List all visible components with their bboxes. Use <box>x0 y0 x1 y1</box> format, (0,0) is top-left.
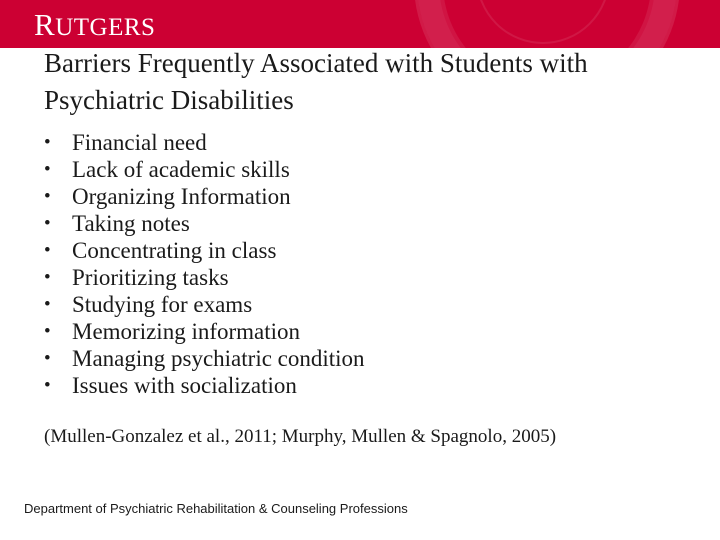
bullet-icon: • <box>44 294 51 315</box>
list-item-text: Organizing Information <box>72 184 291 209</box>
list-item-text: Memorizing information <box>72 319 301 344</box>
list-item-text: Prioritizing tasks <box>72 265 229 290</box>
bullet-icon: • <box>44 267 51 288</box>
bullet-icon: • <box>44 240 51 261</box>
logo-rest: UTGERS <box>55 14 156 41</box>
logo-first-letter: R <box>34 7 56 42</box>
bullet-icon: • <box>44 159 51 180</box>
list-item <box>44 210 365 237</box>
barrier-list <box>44 129 365 399</box>
bullet-icon: • <box>44 132 51 153</box>
list-item-text: Managing psychiatric condition <box>72 346 365 371</box>
citation: (Mullen-Gonzalez et al., 2011; Murphy, Mullen & Spagnolo, 2005) <box>44 426 557 447</box>
list-item <box>44 372 365 399</box>
list-item <box>44 291 365 318</box>
list-item <box>44 345 365 372</box>
header-band <box>0 0 720 48</box>
list-item-text: Studying for exams <box>72 292 253 317</box>
list-item-text: Lack of academic skills <box>72 157 290 182</box>
bullet-icon: • <box>44 348 51 369</box>
list-item <box>44 318 365 345</box>
rutgers-logo <box>34 7 155 43</box>
list-item-text: Issues with socialization <box>72 373 297 398</box>
bullet-icon: • <box>44 321 51 342</box>
list-item-text: Taking notes <box>72 211 190 236</box>
list-item <box>44 264 365 291</box>
slide-title: Barriers Frequently Associated with Students with Psychiatric Disabilities <box>44 48 588 115</box>
list-item <box>44 237 365 264</box>
list-item <box>44 183 365 210</box>
footer-department: Department of Psychiatric Rehabilitation & Counseling Professions <box>24 501 408 516</box>
bullet-icon: • <box>44 186 51 207</box>
bullet-icon: • <box>44 375 51 396</box>
list-item <box>44 129 365 156</box>
list-item-text: Financial need <box>72 130 207 155</box>
list-item <box>44 156 365 183</box>
bullet-icon: • <box>44 213 51 234</box>
list-item-text: Concentrating in class <box>72 238 277 263</box>
